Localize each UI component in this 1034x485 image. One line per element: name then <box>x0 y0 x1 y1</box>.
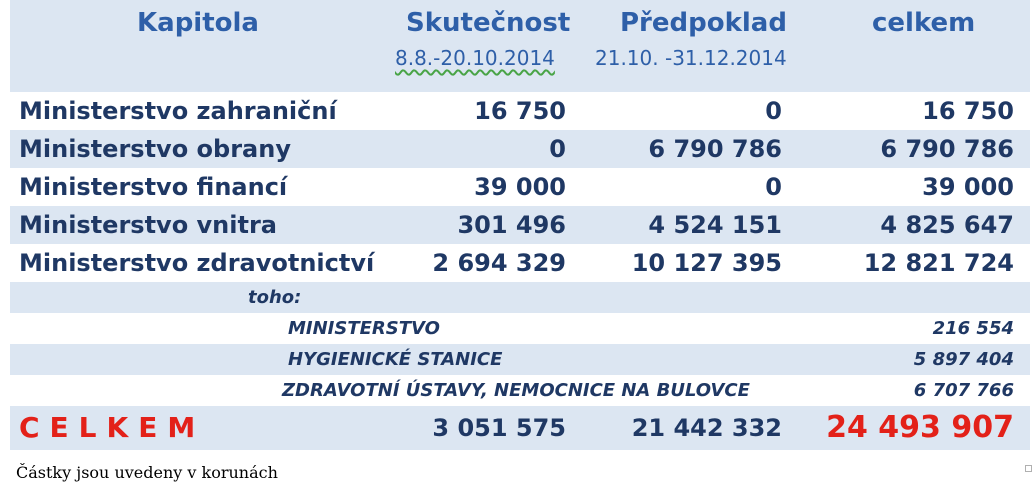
table-row <box>10 206 1030 244</box>
sub-row-name: ZDRAVOTNÍ ÚSTAVY, NEMOCNICE NA BULOVCE <box>282 380 750 401</box>
row-predpoklad: 6 790 786 <box>648 135 782 163</box>
row-skutecnost: 39 000 <box>474 173 566 201</box>
row-celkem: 4 825 647 <box>880 211 1014 239</box>
total-predpoklad: 21 442 332 <box>631 414 782 442</box>
footnote: Částky jsou uvedeny v korunách <box>16 463 278 482</box>
header-predpoklad-period: 21.10. -31.12.2014 <box>595 46 787 70</box>
row-name: Ministerstvo vnitra <box>19 211 277 239</box>
sub-row <box>10 375 1030 406</box>
budget-table <box>10 0 1030 450</box>
row-celkem: 12 821 724 <box>863 249 1014 277</box>
table-header <box>10 0 1030 92</box>
sub-row-celkem: 5 897 404 <box>913 349 1014 370</box>
toho-row <box>10 282 1030 313</box>
row-predpoklad: 0 <box>765 97 782 125</box>
total-row <box>10 406 1030 450</box>
table-row <box>10 168 1030 206</box>
row-name: Ministerstvo zdravotnictví <box>19 249 375 277</box>
row-skutecnost: 0 <box>549 135 566 163</box>
header-skutecnost-period: 8.8.-20.10.2014 <box>395 46 555 70</box>
row-predpoklad: 4 524 151 <box>648 211 782 239</box>
row-celkem: 16 750 <box>922 97 1014 125</box>
table-row <box>10 130 1030 168</box>
row-name: Ministerstvo obrany <box>19 135 291 163</box>
row-skutecnost: 301 496 <box>457 211 566 239</box>
row-celkem: 39 000 <box>922 173 1014 201</box>
header-predpoklad: Předpoklad <box>620 8 787 38</box>
sub-row <box>10 313 1030 344</box>
row-name: Ministerstvo financí <box>19 173 288 201</box>
row-name: Ministerstvo zahraniční <box>19 97 337 125</box>
sub-row-name: MINISTERSTVO <box>288 318 440 339</box>
row-predpoklad: 10 127 395 <box>631 249 782 277</box>
sub-row-celkem: 6 707 766 <box>913 380 1014 401</box>
header-celkem: celkem <box>872 8 976 38</box>
header-kapitola: Kapitola <box>137 8 259 38</box>
resize-handle-icon <box>1025 465 1032 472</box>
row-skutecnost: 2 694 329 <box>432 249 566 277</box>
total-celkem: 24 493 907 <box>826 410 1014 445</box>
sub-row-celkem: 216 554 <box>932 318 1014 339</box>
sub-row <box>10 344 1030 375</box>
total-label: CELKEM <box>19 411 206 444</box>
sub-row-name: HYGIENICKÉ STANICE <box>288 349 503 370</box>
toho-label: toho: <box>248 287 302 308</box>
row-skutecnost: 16 750 <box>474 97 566 125</box>
table-row <box>10 92 1030 130</box>
table-row <box>10 244 1030 282</box>
row-predpoklad: 0 <box>765 173 782 201</box>
row-celkem: 6 790 786 <box>880 135 1014 163</box>
header-skutecnost: Skutečnost <box>406 8 571 38</box>
total-skutecnost: 3 051 575 <box>432 414 566 442</box>
